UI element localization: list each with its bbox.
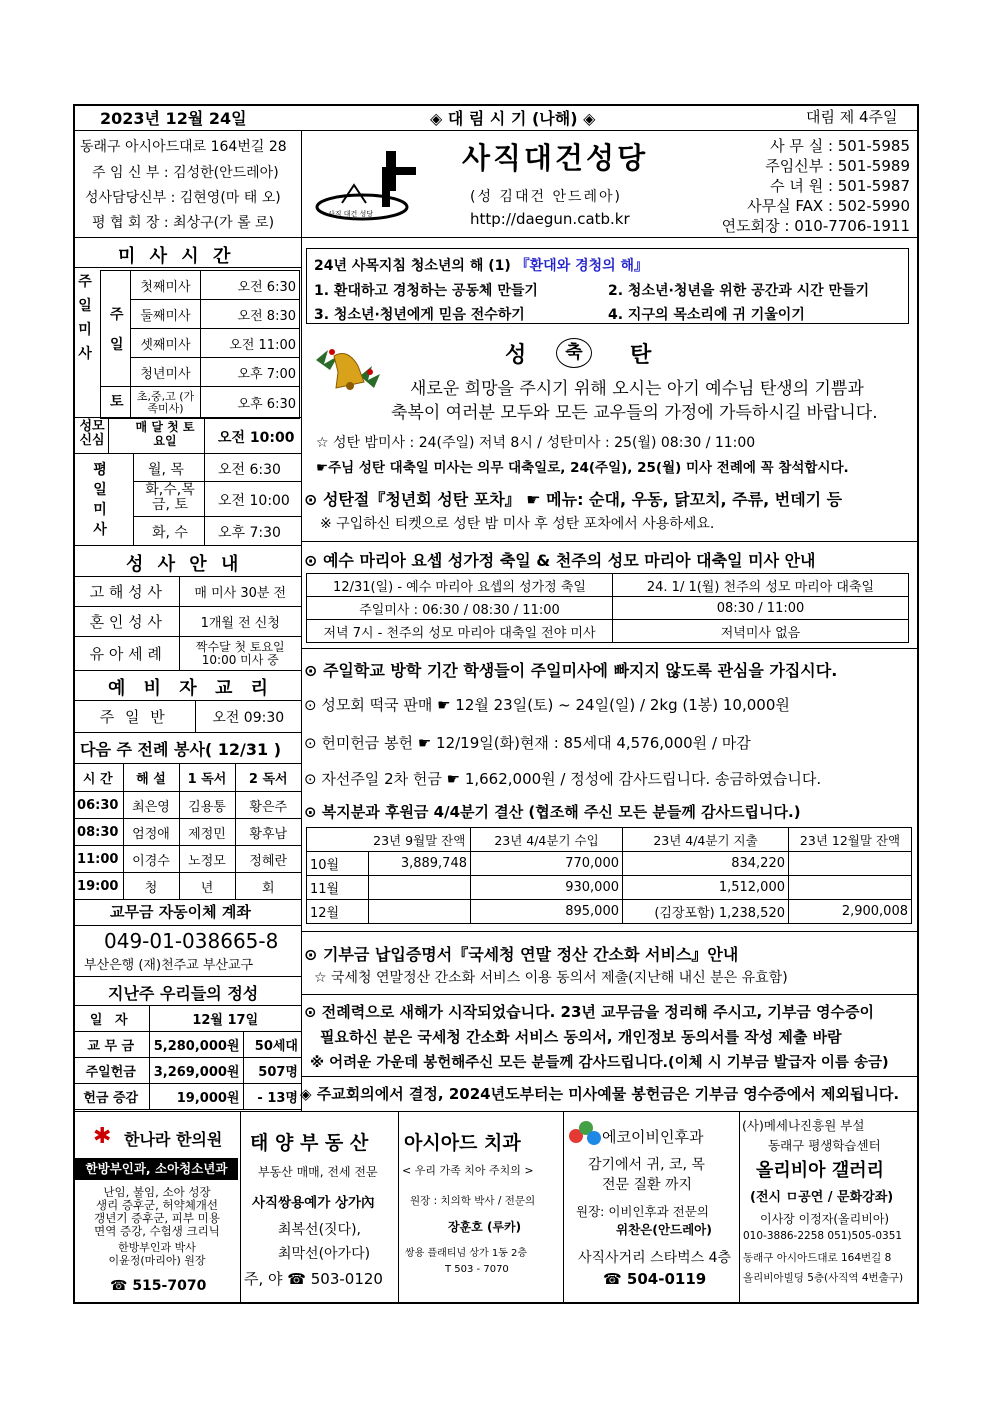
- ad-realty-line: 사직쌍용예가 상가內: [252, 1195, 375, 1211]
- welfare-title: ⊙ 복지분과 후원금 4/4분기 결산 (협조해 주신 모든 분들께 감사드립니다.): [304, 803, 801, 821]
- ad-clinic-doctor: 이윤정(마리아) 원장: [108, 1254, 206, 1267]
- ad-ent-name: 에코이비인후과: [602, 1128, 704, 1146]
- mass-time: 오전 6:30: [201, 271, 300, 300]
- servers-title: 다음 주 전례 봉사( 12/31 ): [80, 740, 282, 759]
- phone-office: 사 무 실 : 501-5985: [770, 137, 910, 155]
- welfare-cell: 834,220: [623, 852, 789, 876]
- mass-name: 첫째미사: [131, 271, 201, 300]
- welfare-cell: 2,900,008: [789, 900, 912, 924]
- divider: [301, 994, 919, 995]
- ad-realty-line: 부동산 매매, 전세 전문: [258, 1165, 378, 1179]
- church-name: 사직대건성당: [462, 141, 649, 175]
- ad-realty-line: 최막선(아가다): [278, 1246, 371, 1262]
- welfare-header: 23년 4/4분기 수입: [471, 828, 623, 852]
- divider: [73, 545, 301, 546]
- pastoral-title-text: 24년 사목지침 청소년의 해 (1): [314, 258, 511, 274]
- phone-pastor: 주임신부 : 501-5989: [765, 157, 910, 175]
- divider: [739, 1111, 740, 1304]
- eco-logo-icon: [568, 1120, 604, 1146]
- ad-dental-tel: T 503 - 7070: [445, 1264, 509, 1275]
- ad-gallery-phone: 010-3886-2258 051)505-0351: [743, 1230, 903, 1242]
- offering-head: 일 자: [73, 1006, 149, 1032]
- liturgy-notice: ⊙ 전례력으로 새해가 시작되었습니다. 23년 교무금을 정리해 주시고, 기부금 영수증이: [304, 1003, 875, 1021]
- church-address: 동래구 아시아드대로 164번길 28: [80, 139, 287, 155]
- offering-amount: 3,269,000원: [149, 1058, 243, 1084]
- divider: [301, 131, 302, 237]
- divider: [301, 648, 919, 649]
- phone-convent: 수 녀 원 : 501-5987: [770, 177, 910, 195]
- welfare-cell: 3,889,748: [369, 852, 471, 876]
- servers-cell: 엄정애: [123, 819, 179, 846]
- bell-icon: [310, 336, 385, 396]
- tax-notice-detail: ☆ 국세청 연말정산 간소화 서비스 이용 동의서 제출(지난해 내신 분은 유효함): [314, 970, 788, 986]
- ad-ent-address: 사직사거리 스타벅스 4층: [578, 1250, 732, 1266]
- divider: [204, 453, 205, 545]
- mass-time: 오전 6:30: [218, 462, 281, 478]
- ad-clinic-band: 한방부인과, 소아청소년과: [75, 1158, 238, 1180]
- servers-cell: 회: [235, 873, 301, 900]
- pocha-notice: ⊙ 성탄절『청년회 성탄 포차』 ☛ 메뉴: 순대, 우동, 닭꼬치, 주류, 번데기 등: [304, 490, 843, 509]
- welfare-month: 11월: [307, 876, 369, 900]
- holy-family-cell: 주일미사 : 06:30 / 08:30 / 11:00: [307, 597, 613, 620]
- liturgy-thanks: ※ 어려운 가운데 봉헌해주신 모든 분들께 감사드립니다.(이체 시 기부금 발급자 이름 송금): [310, 1055, 889, 1071]
- servers-cell: 황후남: [235, 819, 301, 846]
- ad-gallery-name: 올리비아 갤러리: [756, 1160, 884, 1181]
- welfare-header: [307, 828, 369, 852]
- mass-title: 미 사 시 간: [118, 246, 235, 267]
- offering-head: 12월 17일: [149, 1006, 301, 1032]
- notice-rice-offering: ⊙ 헌미헌금 봉헌 ☛ 12/19일(화)현재 : 85세대 4,576,000원 / 마감: [304, 734, 751, 752]
- pastoral-item: 1. 환대하고 경청하는 공동체 만들기: [314, 283, 538, 299]
- ad-ent-line: 원장: 이비인후과 전문의: [576, 1204, 709, 1219]
- pastoral-theme: 『환대와 경청의 해』: [515, 258, 649, 274]
- phone-yeondo: 연도회장 : 010-7706-1911: [721, 217, 910, 235]
- holy-family-cell: 저녁미사 없음: [613, 620, 909, 643]
- christmas-mass-times: ☆ 성탄 밤미사 : 24(주일) 저녁 8시 / 성탄미사 : 25(월) 08:30 / 11:00: [316, 435, 756, 451]
- ad-gallery-line: 동래구 평생학습센터: [768, 1138, 881, 1153]
- servers-time: 06:30: [73, 792, 123, 819]
- sacrament-name: 혼 인 성 사: [73, 607, 179, 637]
- notice-charity: ⊙ 자선주일 2차 헌금 ☛ 1,662,000원 / 정성에 감사드립니다. 송금하였습니다.: [304, 770, 822, 788]
- ad-clinic-name: 한나라 한의원: [124, 1130, 223, 1149]
- catechumen-class: 주 일 반: [73, 701, 195, 733]
- holy-family-cell: 08:30 / 11:00: [613, 597, 909, 620]
- welfare-cell: 895,000: [471, 900, 623, 924]
- servers-time: 08:30: [73, 819, 123, 846]
- ad-clinic-line: 면역 증강, 수험생 크리닉: [94, 1224, 220, 1238]
- clinic-logo-icon: ✱: [93, 1124, 112, 1149]
- mass-name: 월, 목: [148, 462, 184, 478]
- christmas-message: 새로운 희망을 주시기 위해 오시는 아기 예수님 탄생의 기쁨과: [410, 379, 864, 399]
- ad-gallery-line: (전시 ㅁ공연 / 문화강좌): [750, 1190, 894, 1205]
- phone-list: [700, 136, 910, 236]
- mass-name: 둘째미사: [131, 300, 201, 329]
- mass-time: 오전 8:30: [201, 300, 300, 329]
- divider: [108, 417, 109, 453]
- ad-ent-line: 감기에서 귀, 코, 목: [588, 1157, 705, 1173]
- sacrament-info: 1개월 전 신청: [179, 607, 301, 637]
- offering-count: - 13명: [243, 1084, 301, 1110]
- sacrament-info: 짝수달 첫 토요일 10:00 미사 중: [179, 637, 301, 671]
- offering-count: 507명: [243, 1058, 301, 1084]
- holy-family-title: ⊙ 예수 마리아 요셉 성가정 축일 & 천주의 성모 마리아 대축일 미사 안내: [304, 551, 816, 570]
- servers-time: 11:00: [73, 846, 123, 873]
- offering-amount: 5,280,000원: [149, 1032, 243, 1058]
- ad-ent-phone: ☎ 504-0119: [603, 1270, 707, 1288]
- sacrament-info: 매 미사 30분 전: [179, 577, 301, 607]
- ad-ent-line: 전문 질환 까지: [602, 1177, 693, 1193]
- sunday-mass-label: 주 일 미 사: [78, 274, 92, 362]
- offering-label: 교 무 금: [73, 1032, 149, 1058]
- holy-family-cell: 12/31(일) - 예수 마리아 요셉의 성가정 축일: [307, 574, 613, 597]
- ad-gallery-address: 동래구 아시아드대로 164번길 8: [743, 1252, 892, 1264]
- final-notice: ◈ 주교회의에서 결정, 2024년도부터는 미사예물 봉헌금은 기부금 영수증에서 제외됩니다.: [300, 1085, 900, 1103]
- welfare-month: 10월: [307, 852, 369, 876]
- welfare-cell: 930,000: [471, 876, 623, 900]
- ad-dental-doctor: 장훈호 (루카): [448, 1220, 522, 1234]
- divider: [73, 976, 301, 977]
- church-url[interactable]: http://daegun.catb.kr: [470, 210, 630, 228]
- offering-count: 50세대: [243, 1032, 301, 1058]
- christmas-notice: ☛주님 성탄 대축일 미사는 의무 대축일로, 24(주일), 25(월) 미사 전례에 꼭 참석합시다.: [316, 460, 849, 476]
- christmas-title-left: 성: [505, 343, 527, 368]
- mass-time: 오전 10:00: [218, 430, 295, 446]
- mass-name: 매 달 첫 토요일: [135, 420, 195, 448]
- servers-cell: 김용통: [179, 792, 235, 819]
- servers-header: 시 간: [73, 764, 123, 792]
- offering-label: 헌금 증감: [73, 1084, 149, 1110]
- servers-cell: 황은주: [235, 792, 301, 819]
- ad-ent-doctor: 위찬은(안드레아): [616, 1222, 712, 1237]
- mass-time: 오후 7:00: [201, 358, 300, 387]
- liturgical-week: 대림 제 4주일: [806, 108, 898, 126]
- ad-clinic-desc: [78, 1186, 236, 1267]
- divider: [204, 417, 205, 453]
- seongmo-label: 성모 신심: [79, 419, 105, 448]
- catechumen-title: 예 비 자 교 리: [108, 678, 275, 699]
- sunday-label: 주 일: [110, 307, 124, 353]
- issue-date: 2023년 12월 24일: [100, 109, 247, 128]
- servers-cell: 년: [179, 873, 235, 900]
- pocha-note: ※ 구입하신 티켓으로 성탄 밤 미사 후 성탄 포차에서 사용하세요.: [320, 516, 715, 532]
- servers-header: 2 독서: [235, 764, 301, 792]
- mass-time: 오전 10:00: [218, 493, 290, 509]
- bank-name: 부산은행 (재)천주교 부산교구: [84, 958, 254, 973]
- welfare-cell: [789, 852, 912, 876]
- holy-family-table: [306, 573, 909, 643]
- ad-realty-name: 태 양 부 동 산: [250, 1132, 369, 1154]
- ad-realty-phone: 주, 야 ☎ 503-0120: [244, 1270, 383, 1288]
- account-number: 049-01-038665-8: [104, 929, 279, 953]
- pastoral-item: 4. 지구의 목소리에 귀 기울이기: [608, 307, 805, 323]
- welfare-cell: [369, 900, 471, 924]
- pastoral-item: 3. 청소년·청년에게 믿음 전수하기: [314, 307, 525, 323]
- offering-label: 주일헌금: [73, 1058, 149, 1084]
- divider: [301, 541, 919, 542]
- phone-fax: 사무실 FAX : 502-5990: [747, 197, 910, 215]
- sacrament-name: 고 해 성 사: [73, 577, 179, 607]
- ad-dental-line: 원장 : 치의학 박사 / 전문의: [410, 1195, 536, 1207]
- mass-name: 청년미사: [131, 358, 201, 387]
- ad-realty-line: 최복선(짓다),: [278, 1222, 361, 1238]
- welfare-cell: [789, 876, 912, 900]
- mass-schedule-table: [100, 270, 300, 419]
- welfare-month: 12월: [307, 900, 369, 924]
- servers-cell: 정혜란: [235, 846, 301, 873]
- transfer-title: 교무금 자동이체 계좌: [110, 903, 251, 921]
- divider: [301, 238, 302, 1111]
- mass-name: 화, 수: [152, 525, 188, 541]
- divider: [133, 453, 134, 545]
- ad-gallery-address: 올리비아빌딩 5층(사직역 4번출구): [743, 1272, 904, 1284]
- servers-cell: 제정민: [179, 819, 235, 846]
- divider: [73, 925, 301, 926]
- divider: [301, 1076, 919, 1077]
- ad-clinic-line: 난임, 불임, 소아 성장: [103, 1185, 211, 1199]
- ad-gallery-line: (사)메세나진흥원 부설: [742, 1118, 865, 1133]
- catechumen-time: 오전 09:30: [195, 701, 301, 733]
- divider: [301, 931, 919, 932]
- welfare-header: 23년 12월말 잔액: [789, 828, 912, 852]
- offering-table: [73, 1005, 301, 1110]
- staff-priest: 성사담당신부 : 김현영(마 태 오): [85, 190, 281, 206]
- weekday-mass-label: 평 일 미 사: [93, 462, 107, 538]
- servers-time: 19:00: [73, 873, 123, 900]
- offering-title: 지난주 우리들의 정성: [108, 984, 259, 1003]
- holy-family-cell: 저녁 7시 - 천주의 성모 마리아 대축일 전야 미사: [307, 620, 613, 643]
- divider: [133, 516, 301, 517]
- church-patron: (성 김대건 안드레아): [470, 189, 623, 205]
- ad-gallery-line: 이사장 이정자(올리비아): [760, 1212, 890, 1226]
- divider: [240, 1111, 241, 1304]
- christmas-message: 축복이 여러분 모두와 모든 교우들의 가정에 가득하시길 바랍니다.: [391, 403, 878, 423]
- catechumen-table: [73, 700, 301, 733]
- servers-cell: 노정모: [179, 846, 235, 873]
- welfare-cell: 1,512,000: [623, 876, 789, 900]
- pastoral-item: 2. 청소년·청년을 위한 공간과 시간 만들기: [608, 283, 870, 299]
- notice-rice-cake: ⊙ 성모회 떡국 판매 ☛ 12월 23일(토) ~ 24일(일) / 2kg (1봉) 10,000원: [304, 696, 790, 714]
- mass-time: 오후 6:30: [201, 387, 300, 419]
- ad-clinic-doctor: 한방부인과 박사: [118, 1241, 196, 1254]
- divider: [73, 453, 301, 454]
- liturgical-season: ◈ 대 림 시 기 (나해) ◈: [430, 109, 596, 128]
- pastoral-title: [314, 255, 648, 275]
- holy-family-cell: 24. 1/ 1(월) 천주의 성모 마리아 대축일: [613, 574, 909, 597]
- tax-notice-title: ⊙ 기부금 납입증명서『국세청 연말 정산 간소화 서비스』안내: [304, 945, 739, 964]
- saturday-label: 토: [110, 394, 124, 410]
- mass-name: 셋째미사: [131, 329, 201, 358]
- sacrament-title: 성 사 안 내: [126, 554, 243, 575]
- ad-clinic-line: 갱년기 증후군, 피부 미용: [94, 1211, 220, 1225]
- divider: [398, 1111, 399, 1304]
- servers-cell: 최은영: [123, 792, 179, 819]
- servers-header: 해 설: [123, 764, 179, 792]
- mass-time: 오후 7:30: [218, 525, 281, 541]
- christmas-title-emblem: 축: [556, 338, 592, 368]
- ad-clinic-phone: ☎ 515-7070: [110, 1278, 207, 1294]
- staff-council: 평 협 회 장 : 최상구(가 롤 로): [92, 215, 275, 231]
- staff-pastor: 주 임 신 부 : 김성한(안드레아): [92, 165, 279, 181]
- servers-header: 1 독서: [179, 764, 235, 792]
- welfare-header: 23년 9월말 잔액: [369, 828, 471, 852]
- welfare-header: 23년 4/4분기 지출: [623, 828, 789, 852]
- servers-table: [73, 763, 301, 900]
- offering-amount: 19,000원: [149, 1084, 243, 1110]
- christmas-title-right: 탄: [630, 343, 652, 368]
- welfare-table: [306, 827, 912, 924]
- ad-dental-name: 아시아드 치과: [404, 1132, 521, 1154]
- divider: [73, 1111, 919, 1112]
- welfare-cell: 770,000: [471, 852, 623, 876]
- sacrament-table: [73, 576, 301, 671]
- logo-caption: 사직 대건 성당: [328, 210, 374, 218]
- notice-school: ⊙ 주일학교 방학 기간 학생들이 주일미사에 빠지지 않도록 관심을 가집시다.: [304, 661, 838, 680]
- mass-name: 화,수,목 금, 토: [145, 482, 195, 513]
- servers-cell: 청: [123, 873, 179, 900]
- servers-cell: 이경수: [123, 846, 179, 873]
- divider: [563, 1111, 564, 1304]
- liturgy-notice: 필요하신 분은 국세청 간소화 서비스 동의서, 개인정보 동의서를 작성 제출 바람: [320, 1028, 842, 1046]
- ad-clinic-line: 생리 증후군, 허약체개선: [95, 1198, 219, 1212]
- mass-name: 초,중,고 (가족미사): [131, 387, 201, 419]
- mass-time: 오전 11:00: [201, 329, 300, 358]
- welfare-cell: [369, 876, 471, 900]
- welfare-cell: (김장포함) 1,238,520: [623, 900, 789, 924]
- ad-dental-slogan: < 우리 가족 치아 주치의 >: [402, 1164, 534, 1177]
- ad-dental-address: 쌍용 플래티넘 상가 1동 2층: [405, 1248, 528, 1259]
- sacrament-name: 유 아 세 례: [73, 637, 179, 671]
